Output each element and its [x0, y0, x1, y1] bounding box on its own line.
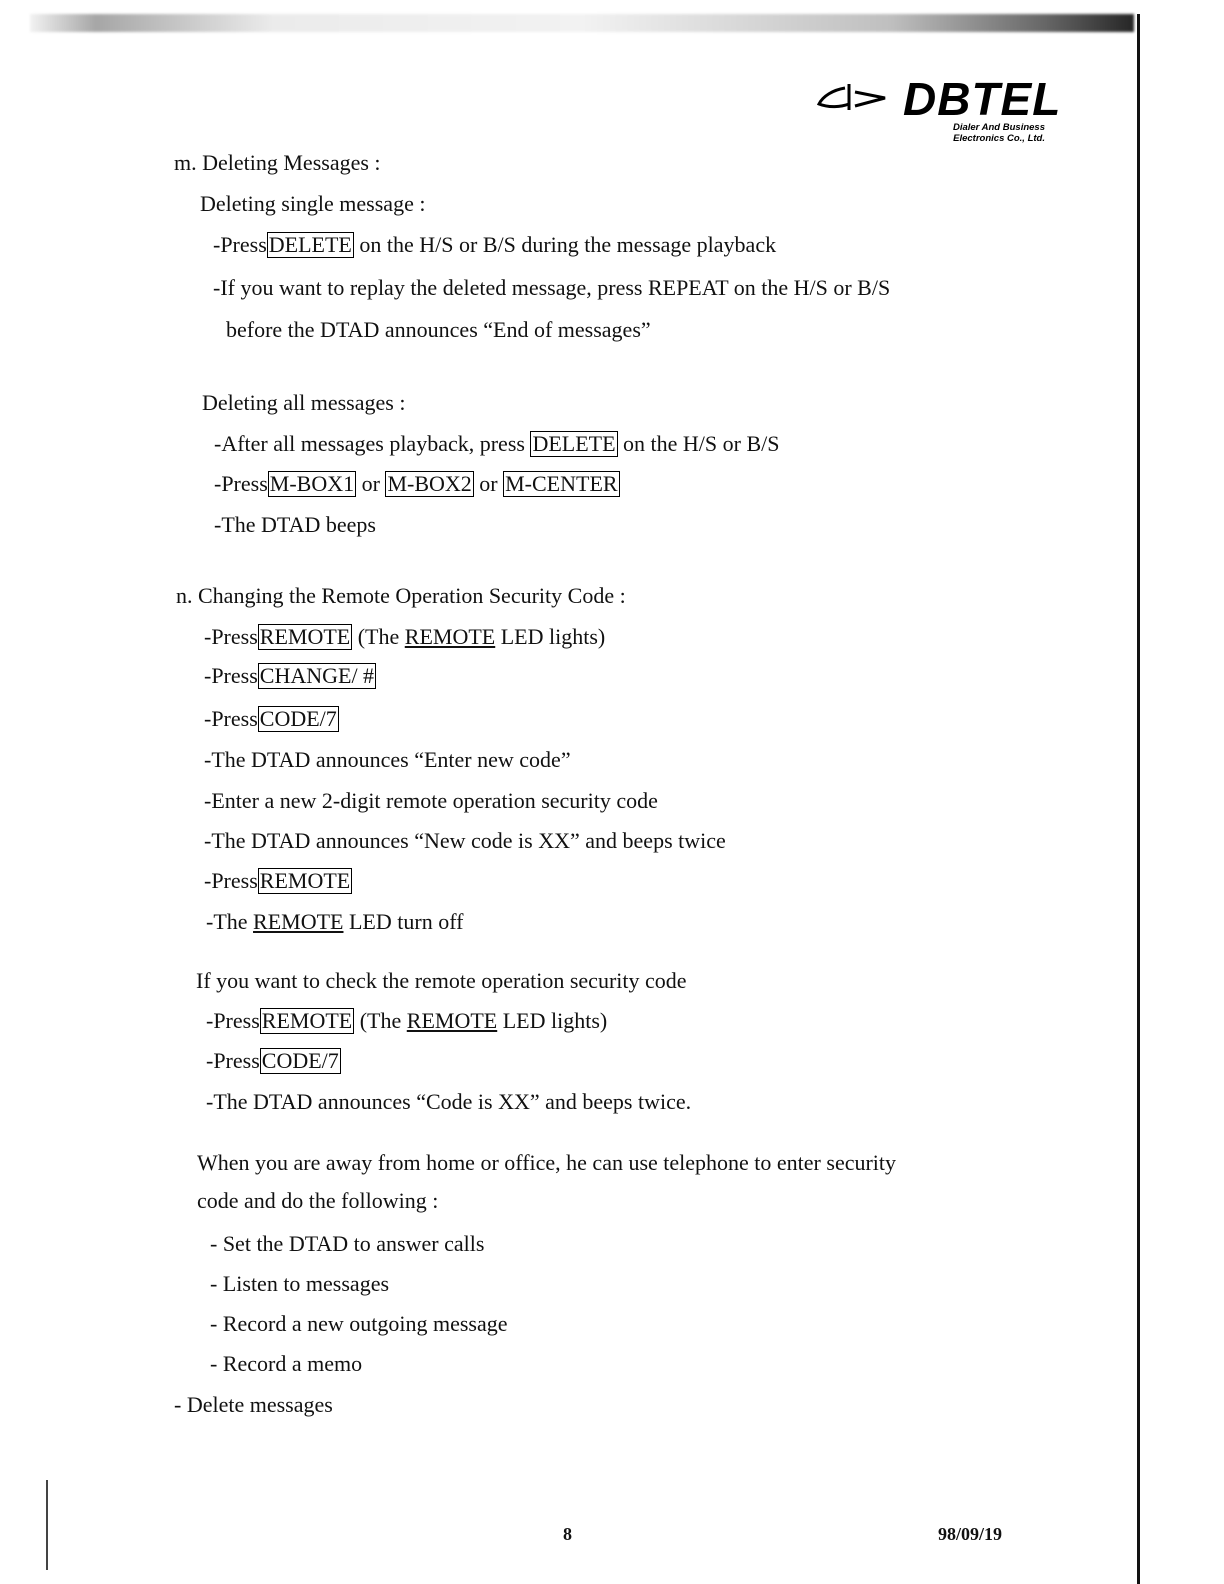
remote-key: REMOTE: [259, 868, 351, 893]
change-step-3: [204, 706, 339, 732]
press-text: -Press: [213, 232, 267, 257]
dbtel-logo: [815, 72, 1062, 144]
change-step-8: [206, 909, 463, 935]
remote-led-label: REMOTE: [404, 624, 496, 649]
remote-led-label: REMOTE: [253, 909, 344, 934]
step-text: -The: [206, 909, 248, 934]
list-item: - Record a new outgoing message: [210, 1311, 508, 1336]
check-step-1: [206, 1008, 607, 1034]
step-text: LED lights): [500, 624, 606, 649]
list-item: - Delete messages: [174, 1392, 333, 1417]
away-paragraph-line-2: code and do the following :: [197, 1188, 439, 1213]
list-item: - Listen to messages: [210, 1271, 390, 1296]
code-key: CODE/7: [261, 1048, 339, 1073]
logo-subtitle-line2: Electronics Co., Ltd.: [953, 133, 1045, 144]
or-text: or: [479, 471, 498, 496]
step-text: on the H/S or B/S during the message playback: [359, 232, 777, 257]
step-text: on the H/S or B/S: [623, 431, 780, 456]
delete-key: DELETE: [532, 431, 616, 456]
press-text: -Press: [204, 663, 258, 688]
mbox2-key: M-BOX2: [387, 471, 472, 496]
press-text: -Press: [204, 624, 258, 649]
change-step-2: [204, 663, 376, 689]
page-number: 8: [563, 1524, 572, 1544]
code-key: CODE/7: [259, 706, 337, 731]
delete-key: DELETE: [268, 232, 352, 257]
change-step-1: [204, 624, 605, 650]
press-text: -Press: [206, 1048, 260, 1073]
replay-line-1: -If you want to replay the deleted message, press REPEAT on the H/S or B/S: [213, 275, 891, 300]
change-step-6: -The DTAD announces “New code is XX” and beeps twice: [204, 828, 726, 853]
check-code-heading: If you want to check the remote operation security code: [196, 968, 687, 993]
section-n-heading: n. Changing the Remote Operation Security Code :: [176, 583, 626, 608]
check-step-3: -The DTAD announces “Code is XX” and beeps twice.: [206, 1089, 692, 1114]
change-step-5: -Enter a new 2-digit remote operation security code: [204, 788, 658, 813]
single-delete-heading: Deleting single message :: [200, 191, 426, 216]
away-paragraph-line-1: When you are away from home or office, he can use telephone to enter security: [197, 1150, 897, 1175]
list-item: - Record a memo: [210, 1351, 363, 1376]
scan-border-left: [46, 1480, 48, 1570]
list-item: - Set the DTAD to answer calls: [210, 1231, 485, 1256]
remote-key: REMOTE: [261, 1008, 353, 1033]
press-text: -Press: [206, 1008, 260, 1033]
step-text: (The: [359, 1008, 402, 1033]
step-text: -After all messages playback, press: [214, 431, 525, 456]
press-text: -Press: [204, 706, 258, 731]
or-text: or: [361, 471, 380, 496]
change-step-4: -The DTAD announces “Enter new code”: [204, 747, 571, 772]
all-delete-step-3: -The DTAD beeps: [214, 512, 376, 537]
change-step-7: [204, 868, 352, 894]
section-m-heading: m. Deleting Messages :: [174, 150, 381, 175]
footer-date: 98/09/19: [938, 1524, 1003, 1544]
all-delete-step-2: [214, 471, 620, 497]
change-key: CHANGE/ #: [259, 663, 375, 688]
remote-led-label: REMOTE: [406, 1008, 498, 1033]
step-text: LED turn off: [348, 909, 464, 934]
remote-key: REMOTE: [259, 624, 351, 649]
logo-wordmark: DBTEL: [903, 73, 1062, 125]
step-text: (The: [357, 624, 400, 649]
logo-subtitle: [895, 122, 1045, 144]
logo-mark-icon: [815, 80, 895, 120]
logo-subtitle-line1: Dialer And Business: [952, 122, 1045, 133]
single-delete-step: [213, 232, 776, 258]
mbox1-key: M-BOX1: [269, 471, 355, 496]
press-text: -Press: [204, 868, 258, 893]
all-delete-heading: Deleting all messages :: [202, 390, 406, 415]
all-delete-step-1: [214, 431, 780, 457]
replay-line-2: before the DTAD announces “End of messages”: [226, 317, 651, 342]
scan-border-right: [1137, 14, 1140, 1584]
scan-artifact-top: [30, 14, 1134, 32]
check-step-2: [206, 1048, 341, 1074]
press-text: -Press: [214, 471, 268, 496]
mcenter-key: M-CENTER: [505, 471, 618, 496]
step-text: LED lights): [502, 1008, 608, 1033]
